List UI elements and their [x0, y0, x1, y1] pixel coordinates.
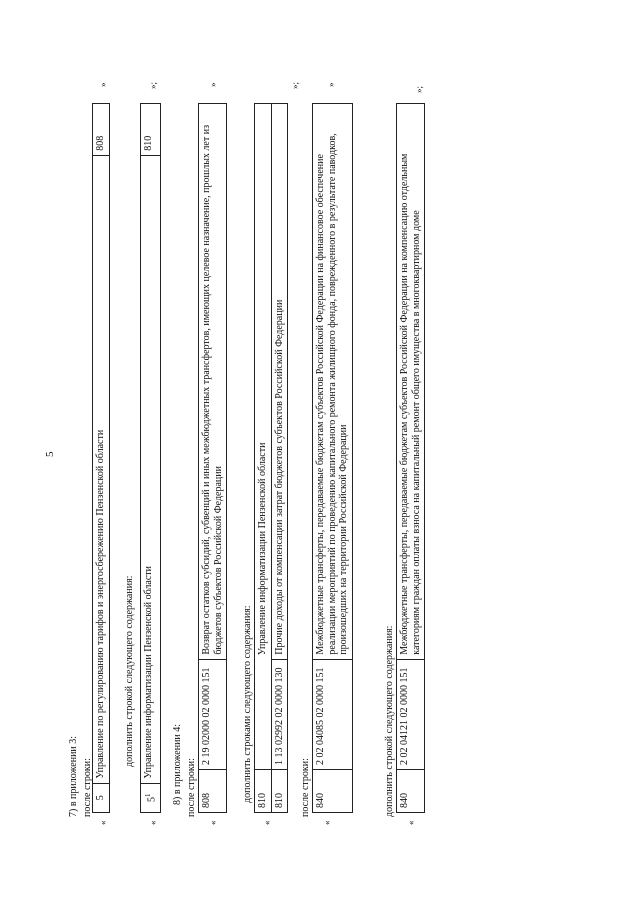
kbk-code: 2 02 04121 02 0000 151 [397, 659, 425, 769]
quote-open: « [406, 820, 416, 825]
table-row [313, 104, 353, 813]
kbk-code: 2 02 04085 02 0000 151 [313, 659, 353, 769]
quote-open: « [98, 820, 108, 825]
app3-after-table [92, 103, 110, 813]
table-row [93, 104, 110, 813]
admin-code: 810 [271, 769, 288, 812]
admin-code: 840 [313, 769, 353, 812]
app4-add-row-label: дополнить строкой следующего содержания: [384, 625, 395, 817]
income-name: Межбюджетные трансферты, передаваемые бюджетам субъектов Российской Федерации на компенсацию отдельным категориям граждан оплаты взноса на капитальный ремонт общего имущества в многоквартирном доме [397, 104, 425, 660]
row-name: Управление информатизации Пензенской области [141, 155, 161, 783]
app3-after-row-label: после строки: [82, 758, 93, 817]
table-row [255, 104, 272, 813]
row-number-superscript: 1 [144, 793, 152, 798]
income-name: Управление информатизации Пензенской области [255, 104, 272, 660]
income-name: Межбюджетные трансферты, передаваемые бюджетам субъектов Российской Федерации на финансовое обеспечение реализации мероприятий по проведению капитального ремонта жилищного фонда, поврежденного в результате паводков, произошедших на территории Российской Федерации [313, 104, 353, 660]
quote-close-semicolon: »; [414, 85, 424, 93]
quote-close: » [208, 82, 218, 87]
app4-add-rows-label: дополнить строками следующего содержания: [242, 605, 253, 803]
app4-after-row-label-1: после строки: [186, 758, 197, 817]
income-name: Возврат остатков субсидий, субвенций и иных межбюджетных трансфертов, имеющих целевое назначение, прошлых лет из бюджетов субъектов Российской Федерации [199, 104, 227, 660]
app4-add-table-1 [254, 103, 288, 813]
row-code: 810 [141, 104, 161, 156]
table-row [141, 104, 161, 813]
kbk-code: 1 13 02992 02 0000 130 [271, 659, 288, 769]
quote-close-semicolon: »; [148, 81, 158, 89]
quote-open: « [262, 820, 272, 825]
app3-add-row-label: дополнить строкой следующего содержания: [124, 575, 135, 767]
app4-add-table-2 [396, 103, 425, 813]
quote-open: « [148, 820, 158, 825]
app4-after-row-label-2: после строки: [300, 758, 311, 817]
kbk-code: 2 19 02000 02 0000 151 [199, 659, 227, 769]
app4-after-table-1 [198, 103, 227, 813]
row-number: $5^1$ [141, 783, 161, 812]
admin-code: 840 [397, 769, 425, 812]
admin-code: 808 [199, 769, 227, 812]
quote-close: » [98, 82, 108, 87]
table-row [199, 104, 227, 813]
table-row [397, 104, 425, 813]
kbk-code [255, 659, 272, 769]
item-8-heading: 8) в приложении 4: [172, 723, 183, 805]
row-code: 808 [93, 104, 110, 156]
row-number: 5 [93, 783, 110, 812]
quote-close: » [326, 82, 336, 87]
app3-add-table [140, 103, 161, 813]
row-name: Управление по регулированию тарифов и энергосбережению Пензенской области [93, 155, 110, 783]
app4-after-table-2 [312, 103, 353, 813]
income-name: Прочие доходы от компенсации затрат бюджетов субъектов Российской Федерации [271, 104, 288, 660]
page-number: 5 [44, 451, 56, 457]
quote-open: « [208, 820, 218, 825]
quote-open: « [322, 820, 332, 825]
quote-close-semicolon: »; [290, 81, 300, 89]
table-row [271, 104, 288, 813]
admin-code: 810 [255, 769, 272, 812]
item-7-heading: 7) в приложении 3: [68, 735, 79, 817]
